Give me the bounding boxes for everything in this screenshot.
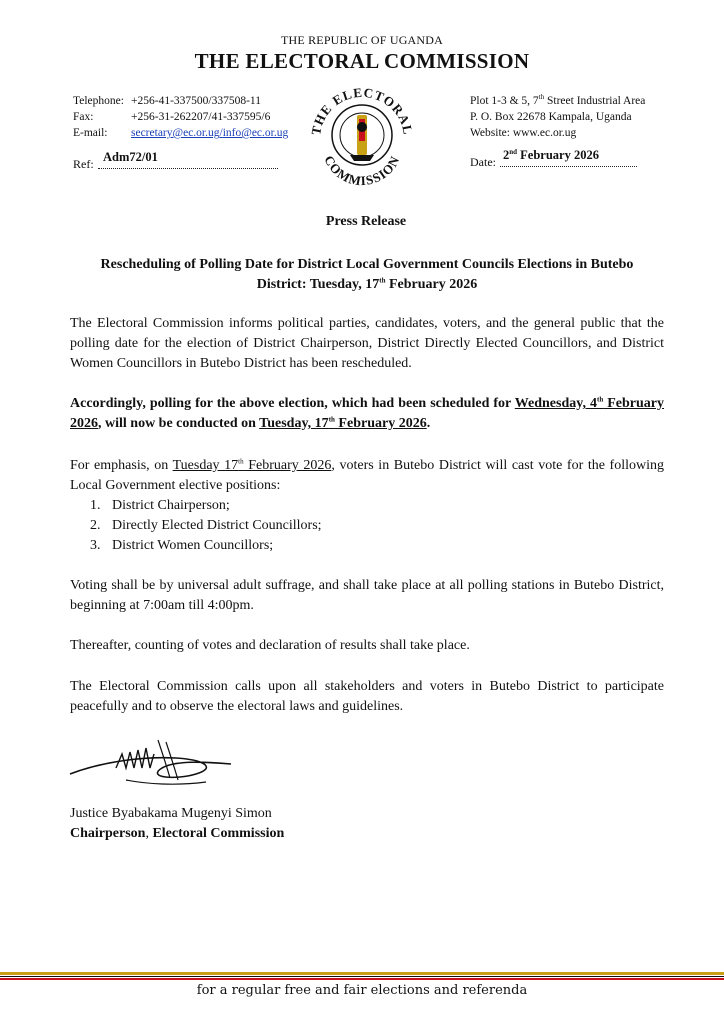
footer-rule-black [0, 976, 724, 977]
paragraph-reschedule: Accordingly, polling for the above election, which had been scheduled for Wednesday, 4th February 2026, will now be conducted on Tuesday, 17th February 2026. [70, 395, 664, 431]
paragraph-voting: Voting shall be by universal adult suffrage, and shall take place at all polling stations in Butebo District, beginning at 7:00am till 4:00pm. [70, 578, 664, 613]
svg-text:THE ELECTORAL: THE ELECTORAL [308, 84, 416, 137]
footer-motto: for a regular free and fair elections and referenda [196, 983, 528, 998]
address-plot: Plot 1-3 & 5, 7th Street Industrial Area [470, 93, 646, 107]
footer-rule-gold [0, 972, 724, 975]
signatory-title: Chairperson, Electoral Commission [70, 826, 285, 841]
fax-label: Fax: [73, 111, 94, 123]
address-pobox: P. O. Box 22678 Kampala, Uganda [470, 111, 632, 123]
contact-right [470, 93, 710, 141]
list-item: 2. Directly Elected District Councillors; [90, 518, 322, 533]
republic-heading: THE REPUBLIC OF UGANDA [280, 33, 444, 47]
ref-label: Ref: [73, 157, 94, 171]
commission-seal-icon [306, 79, 418, 191]
release-title: Rescheduling of Polling Date for District Local Government Councils Elections in Butebo District: Tuesday, 17th February 2026 [100, 257, 634, 292]
paragraph-call: The Electoral Commission calls upon all stakeholders and voters in Butebo District to participate peacefully and to observe the electoral laws and guidelines. [70, 679, 664, 714]
email-link-info[interactable]: info@ec.or.ug [222, 127, 289, 139]
date-label: Date: [470, 155, 496, 169]
positions-list [90, 496, 322, 556]
ref-value: Adm72/01 [103, 150, 158, 164]
signatory-name: Justice Byabakama Mugenyi Simon [70, 806, 272, 821]
list-item: 1. District Chairperson; [90, 498, 230, 513]
list-item: 3. District Women Councillors; [90, 538, 274, 553]
svg-text:COMMISSION: COMMISSION [321, 153, 403, 189]
telephone-label: Telephone: [73, 95, 124, 107]
contact-left [73, 93, 313, 141]
fax-value: +256-31-262207/41-337595/6 [131, 111, 271, 123]
telephone-value: +256-41-337500/337508-11 [131, 95, 261, 107]
paragraph-announcement: The Electoral Commission informs political parties, candidates, voters, and the general public that the polling date for the election of District Chairperson, District Directly Elected Councillors, and District Women Councillors in Butebo District has been rescheduled. [70, 316, 664, 371]
signature-icon [66, 734, 236, 794]
email-link-secretary[interactable]: secretary@ec.or.ug [131, 127, 220, 139]
email-label: E-mail: [73, 127, 108, 139]
footer-rule-red [0, 978, 724, 980]
paragraph-emphasis: For emphasis, on Tuesday 17th February 2026, voters in Butebo District will cast vote for the following Local Government elective positions: [70, 457, 664, 493]
commission-heading: THE ELECTORAL COMMISSION [194, 49, 530, 73]
date-value: 2nd February 2026 [503, 147, 599, 162]
website-text[interactable]: Website: www.ec.or.ug [470, 127, 577, 139]
press-release-heading: Press Release [325, 214, 407, 229]
paragraph-counting: Thereafter, counting of votes and declaration of results shall take place. [70, 638, 470, 653]
email-separator: / [219, 127, 223, 139]
